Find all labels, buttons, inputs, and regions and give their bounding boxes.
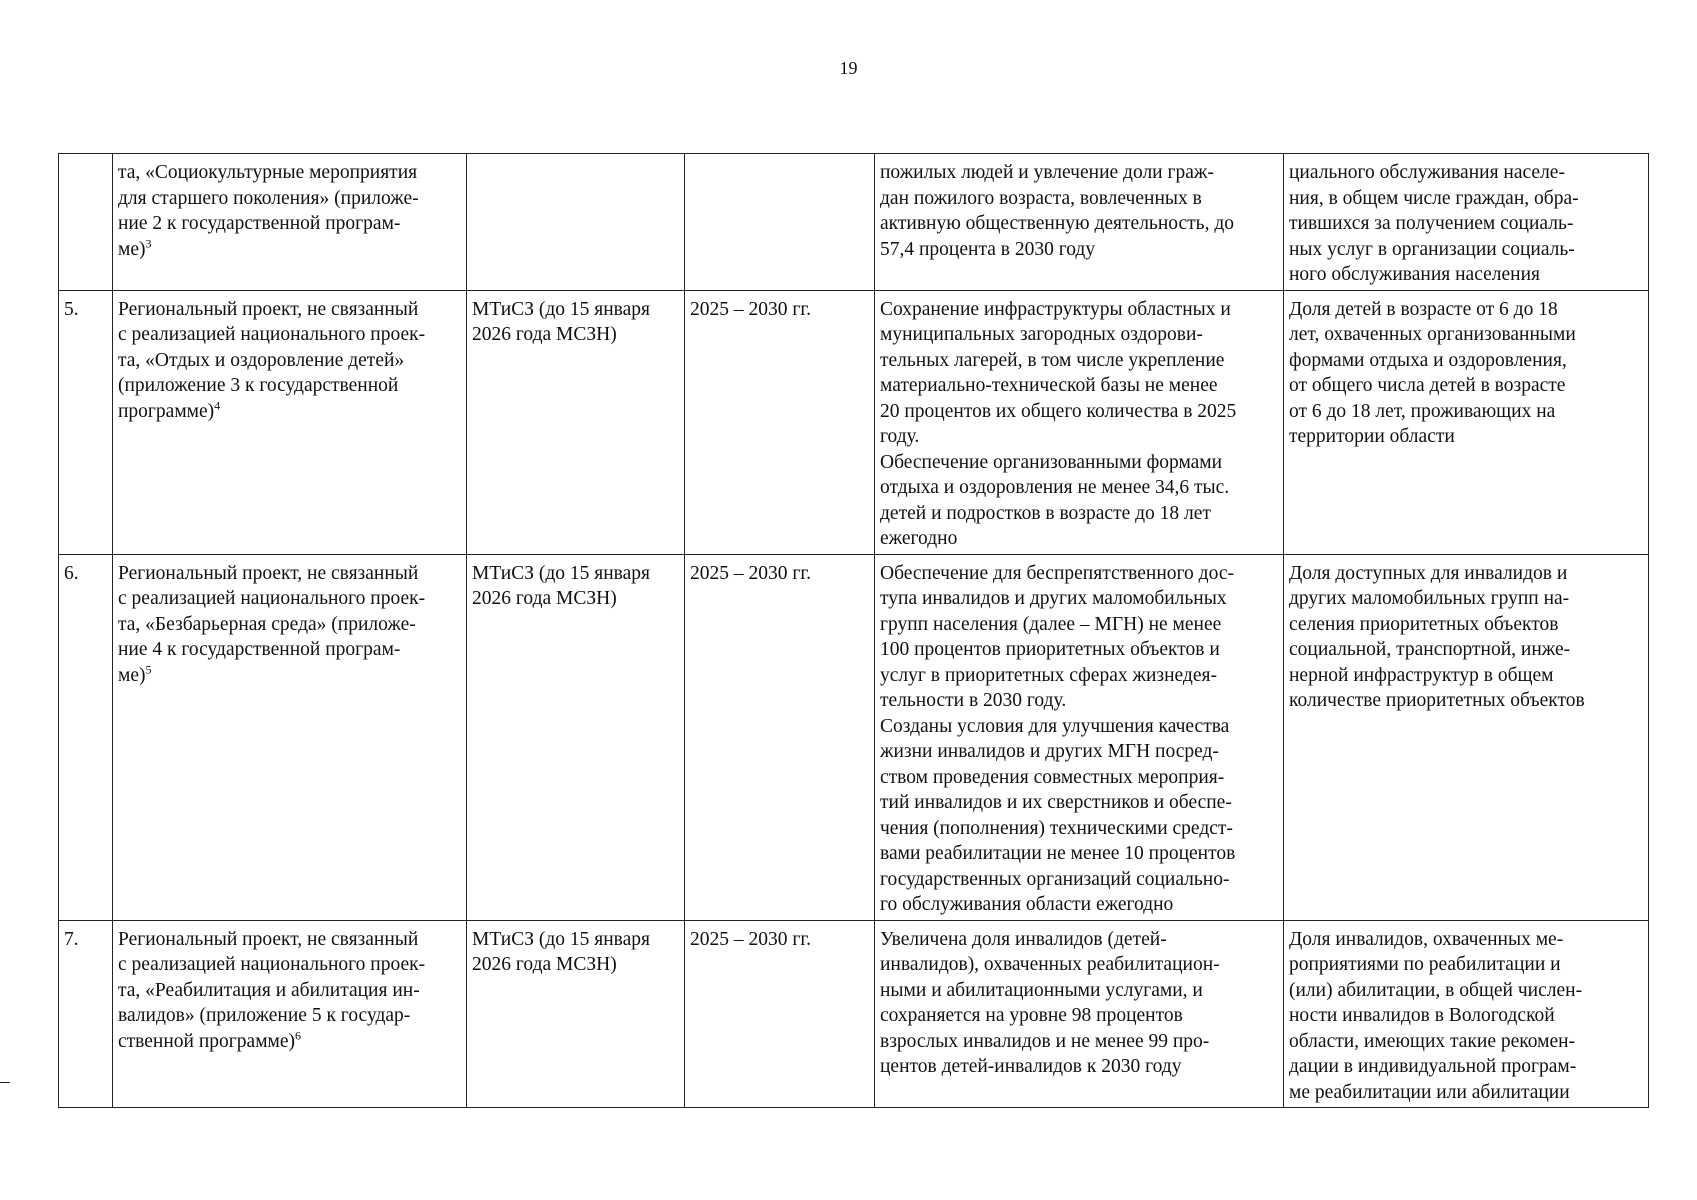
project-name-cell xyxy=(113,154,467,291)
row-number: 6. xyxy=(59,554,113,920)
result-cell: пожилых людей и увлечение доли граж- дан пожилого возраста, вовлеченных в активную общественную деятельность, до 57,4 процента в 2030 году xyxy=(875,154,1284,291)
footnote-ref: 4 xyxy=(214,398,221,412)
period-cell: 2025 – 2030 гг. xyxy=(685,920,875,1108)
responsible-cell: МТиСЗ (до 15 января 2026 года МСЗН) xyxy=(467,920,685,1108)
row-number: 7. xyxy=(59,920,113,1108)
result-cell: Сохранение инфраструктуры областных и муниципальных загородных оздорови- тельных лагерей, в том числе укрепление материально-технической базы не менее 20 процентов их общего количества в 2025 году. Обеспечение организованными формами отдыха и оздоровления не менее 34,6 тыс. детей и подростков в возрасте до 18 лет ежегодно xyxy=(875,290,1284,554)
project-name: Региональный проект, не связанный с реализацией национального проек- та, «Безбарьерная среда» (приложе- ние 4 к государственной програм- ме) xyxy=(118,562,426,686)
indicator-cell: Доля инвалидов, охваченных ме- роприятиями по реабилитации и (или) абилитации, в общей числен- ности инвалидов в Вологодской области, имеющих такие рекомен- дации в индивидуальной програм- ме реабилитации или абилитации xyxy=(1284,920,1649,1108)
table-row xyxy=(59,554,1649,920)
row-number xyxy=(59,154,113,291)
responsible-cell: МТиСЗ (до 15 января 2026 года МСЗН) xyxy=(467,554,685,920)
footnote-ref: 3 xyxy=(145,236,152,250)
indicator-cell: Доля доступных для инвалидов и других маломобильных групп на- селения приоритетных объектов социальной, транспортной, инже- нерной инфраструктур в общем количестве приоритетных объектов xyxy=(1284,554,1649,920)
project-name-cell xyxy=(113,290,467,554)
period-cell: 2025 – 2030 гг. xyxy=(685,290,875,554)
measures-table xyxy=(58,153,1649,1108)
period-cell: 2025 – 2030 гг. xyxy=(685,554,875,920)
project-name: Региональный проект, не связанный с реализацией национального проек- та, «Реабилитация и абилитация ин- валидов» (приложение 5 к государ- ственной программе) xyxy=(118,928,426,1052)
responsible-cell: МТиСЗ (до 15 января 2026 года МСЗН) xyxy=(467,290,685,554)
project-name: Региональный проект, не связанный с реализацией национального проек- та, «Отдых и оздоровление детей» (приложение 3 к государственной программе) xyxy=(118,298,426,422)
footnote-ref: 6 xyxy=(295,1028,302,1042)
margin-mark xyxy=(0,1082,10,1083)
indicator-cell: Доля детей в возрасте от 6 до 18 лет, охваченных организованными формами отдыха и оздоровления, от общего числа детей в возрасте от 6 до 18 лет, проживающих на территории области xyxy=(1284,290,1649,554)
table-row xyxy=(59,154,1649,291)
row-number: 5. xyxy=(59,290,113,554)
responsible-cell xyxy=(467,154,685,291)
period-cell xyxy=(685,154,875,291)
page-number: 19 xyxy=(839,58,858,78)
indicator-cell: циального обслуживания населе- ния, в общем числе граждан, обра- тившихся за получением социаль- ных услуг в организации социаль- ного обслуживания населения xyxy=(1284,154,1649,291)
project-name-cell xyxy=(113,920,467,1108)
table-row xyxy=(59,290,1649,554)
project-name-cell xyxy=(113,554,467,920)
result-cell: Обеспечение для беспрепятственного дос- тупа инвалидов и других маломобильных групп населения (далее – МГН) не менее 100 процентов приоритетных объектов и услуг в приоритетных сферах жизнедея- тельности в 2030 году. Созданы условия для улучшения качества жизни инвалидов и других МГН посред- ством проведения совместных мероприя- тий инвалидов и их сверстников и обеспе- чения (пополнения) техническими средст- вами реабилитации не менее 10 процентов государственных организаций социально- го обслуживания области ежегодно xyxy=(875,554,1284,920)
footnote-ref: 5 xyxy=(145,662,152,676)
result-cell: Увеличена доля инвалидов (детей- инвалидов), охваченных реабилитацион- ными и абилитационными услугами, и сохраняется на уровне 98 процентов взрослых инвалидов и не менее 99 про- центов детей-инвалидов к 2030 году xyxy=(875,920,1284,1108)
project-name: та, «Социокультурные мероприятия для старшего поколения» (приложе- ние 2 к государственной програм- ме) xyxy=(118,162,419,260)
table-row xyxy=(59,920,1649,1108)
